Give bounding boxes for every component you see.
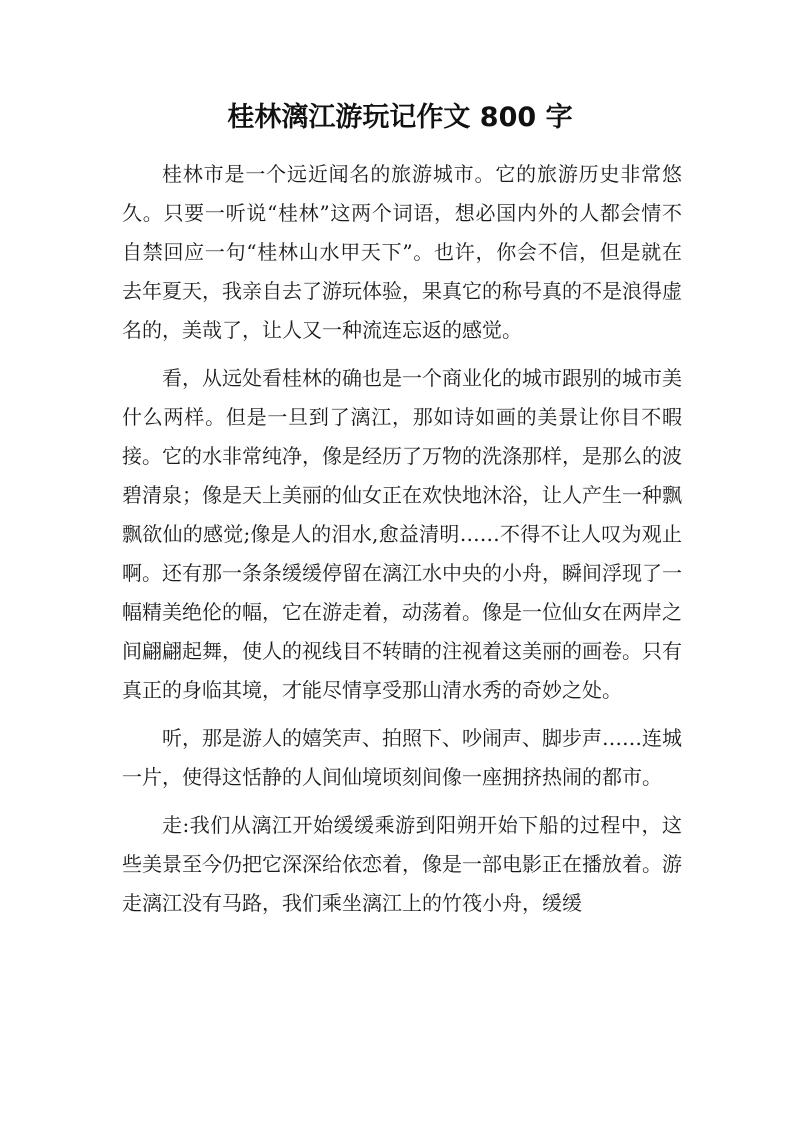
paragraph-3: 听，那是游人的嬉笑声、拍照下、吵闹声、脚步声……连城一片，使得这恬静的人间仙境顷刻间像一座拥挤热闹的都市。 bbox=[122, 726, 682, 789]
paragraph-4: 走:我们从漓江开始缓缓乘游到阳朔开始下船的过程中，这些美景至今仍把它深深给依恋着，像是一部电影正在播放着。游走漓江没有马路，我们乘坐漓江上的竹筏小舟，缓缓 bbox=[122, 813, 682, 915]
paragraph-2: 看，从远处看桂林的确也是一个商业化的城市跟别的城市美什么两样。但是一旦到了漓江，那如诗如画的美景让你目不暇接。它的水非常纯净，像是经历了万物的洗涤那样，是那么的波碧清泉；像是天上美丽的仙女正在欢快地沐浴，让人产生一种飘飘欲仙的感觉;像是人的泪水,愈益清明……不得不让人叹为观止啊。还有那一条条缓缓停留在漓江水中央的小舟，瞬间浮现了一幅精美绝伦的幅，它在游走着，动荡着。像是一位仙女在两岸之间翩翩起舞，使人的视线目不转睛的注视着这美丽的画卷。只有真正的身临其境，才能尽情享受那山清水秀的奇妙之处。 bbox=[122, 366, 682, 702]
document-title: 桂林漓江游玩记作文 800 字 bbox=[227, 102, 573, 133]
paragraph-1: 桂林市是一个远近闻名的旅游城市。它的旅游历史非常悠久。只要一听说“桂林”这两个词语，想必国内外的人都会情不自禁回应一句“桂林山水甲天下”。也许，你会不信，但是就在去年夏天，我亲自去了游玩体验，果真它的称号真的不是浪得虚名的，美哉了，让人又一种流连忘返的感觉。 bbox=[122, 162, 682, 342]
document-body bbox=[122, 155, 682, 932]
